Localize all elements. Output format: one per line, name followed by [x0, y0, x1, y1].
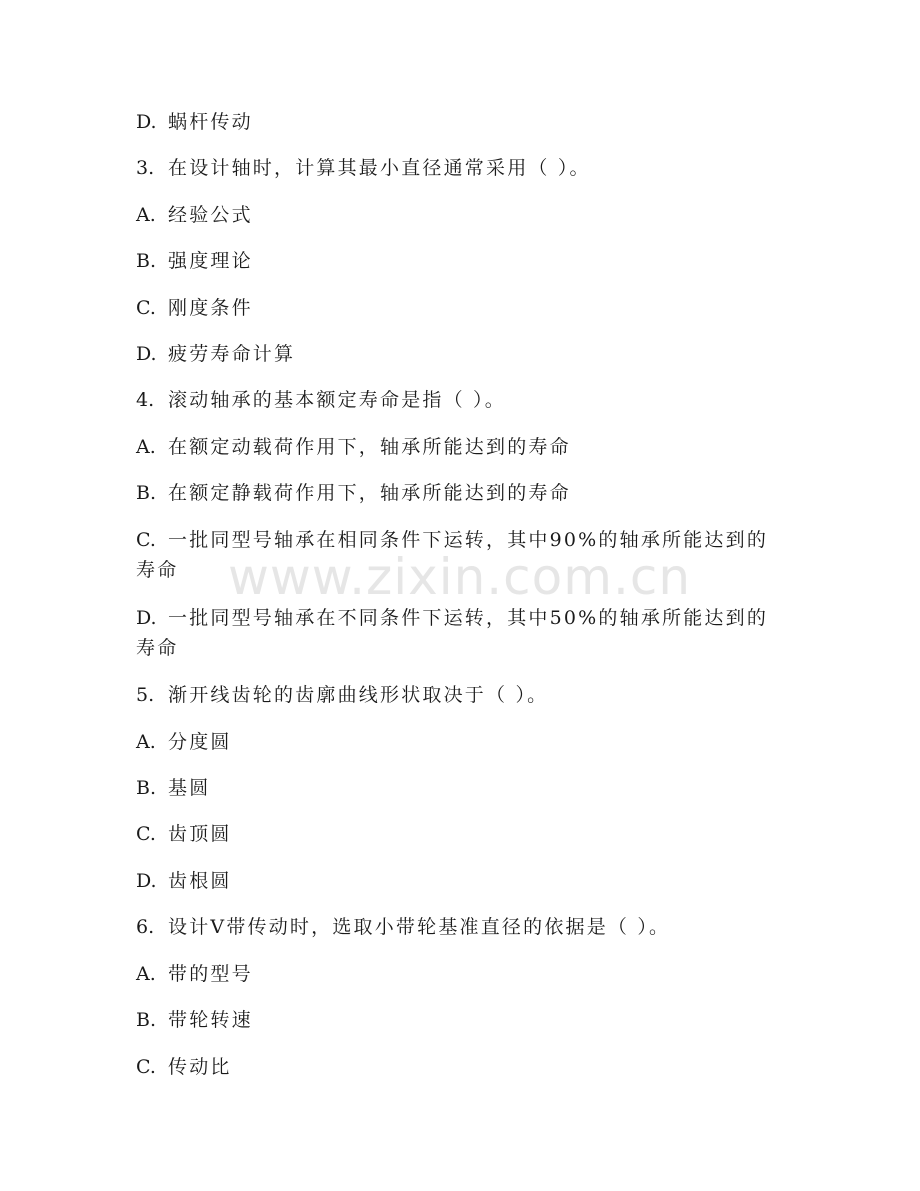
option-text: 疲劳寿命计算 — [168, 343, 296, 365]
option-line — [136, 603, 784, 663]
option-text: 分度圆 — [168, 731, 232, 753]
option-label: C. — [136, 1056, 156, 1078]
question-number: 4. — [136, 389, 155, 411]
option-label: B. — [136, 1009, 157, 1031]
option-label: C. — [136, 823, 156, 845]
option-text: 蜗杆传动 — [168, 111, 253, 133]
option-label: A. — [136, 204, 156, 226]
question-line — [136, 152, 796, 184]
option-text: 齿根圆 — [168, 870, 232, 892]
question-text: 渐开线齿轮的齿廓曲线形状取决于（ ）。 — [168, 684, 549, 706]
option-text: 在额定动载荷作用下，轴承所能达到的寿命 — [168, 436, 571, 458]
option-label: A. — [136, 731, 156, 753]
option-label: B. — [136, 482, 157, 504]
option-line — [136, 818, 796, 850]
question-number: 6. — [136, 916, 155, 938]
option-line — [136, 338, 796, 370]
option-line — [136, 865, 796, 897]
option-line — [136, 726, 796, 758]
question-line — [136, 384, 796, 416]
option-label: D. — [136, 607, 157, 629]
option-text: 经验公式 — [168, 204, 253, 226]
option-text: 齿顶圆 — [168, 823, 232, 845]
option-line — [136, 292, 796, 324]
option-line — [136, 245, 796, 277]
question-text: 在设计轴时，计算其最小直径通常采用（ ）。 — [168, 157, 591, 179]
option-text: 一批同型号轴承在相同条件下运转，其中90%的轴承所能达到的寿命 — [136, 529, 769, 581]
watermark: www.zixin.com.cn — [228, 548, 692, 606]
option-line — [136, 106, 796, 138]
question-number: 3. — [136, 157, 155, 179]
question-line — [136, 911, 796, 943]
option-line — [136, 1051, 796, 1083]
option-text: 在额定静载荷作用下，轴承所能达到的寿命 — [168, 482, 571, 504]
option-line — [136, 477, 796, 509]
option-label: A. — [136, 963, 156, 985]
option-text: 强度理论 — [168, 250, 253, 272]
option-label: D. — [136, 870, 157, 892]
option-text: 带的型号 — [168, 963, 253, 985]
option-label: B. — [136, 777, 157, 799]
option-label: D. — [136, 343, 157, 365]
option-label: C. — [136, 297, 156, 319]
option-label: D. — [136, 111, 157, 133]
option-line — [136, 525, 784, 585]
option-text: 刚度条件 — [168, 297, 253, 319]
option-text: 带轮转速 — [168, 1009, 253, 1031]
question-text: 设计V带传动时，选取小带轮基准直径的依据是（ ）。 — [168, 916, 671, 938]
option-line — [136, 772, 796, 804]
option-text: 一批同型号轴承在不同条件下运转，其中50%的轴承所能达到的寿命 — [136, 607, 769, 659]
option-label: B. — [136, 250, 157, 272]
option-line — [136, 958, 796, 990]
option-label: C. — [136, 529, 156, 551]
option-text: 基圆 — [168, 777, 211, 799]
option-label: A. — [136, 436, 156, 458]
option-line — [136, 1004, 796, 1036]
question-line — [136, 679, 796, 711]
option-text: 传动比 — [168, 1056, 232, 1078]
option-line — [136, 431, 796, 463]
option-line — [136, 199, 796, 231]
question-number: 5. — [136, 684, 155, 706]
question-text: 滚动轴承的基本额定寿命是指（ ）。 — [168, 389, 506, 411]
